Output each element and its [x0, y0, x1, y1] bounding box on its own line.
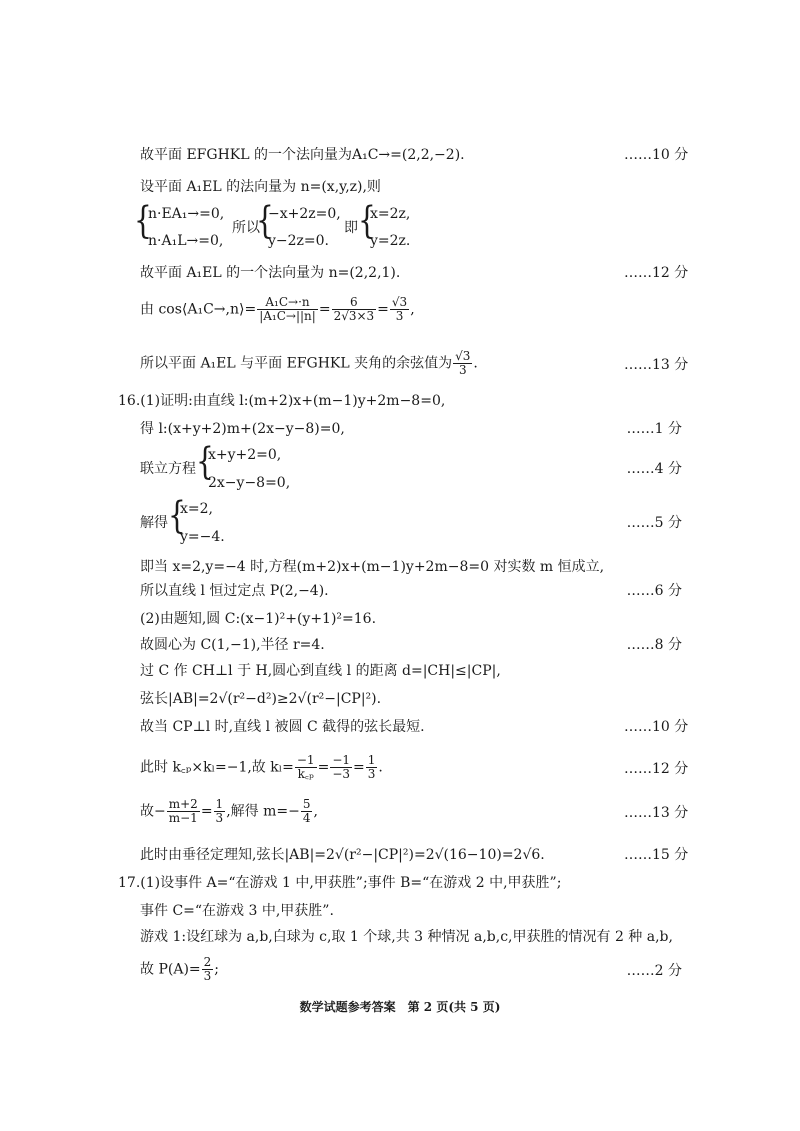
text-line: 事件 C=“在游戏 3 中,甲获胜”. — [140, 903, 334, 919]
numerator: 2 — [203, 955, 212, 969]
text-line: 故当 CP⊥l 时,直线 l 被圆 C 截得的弦长最短. — [140, 719, 425, 735]
fraction — [257, 296, 318, 323]
numerator: −1 — [332, 753, 351, 767]
text-line: 游戏 1:设红球为 a,b,白球为 c,取 1 个球,共 3 种情况 a,b,c,甲获胜的情况有 2 种 a,b, — [140, 929, 673, 945]
left-brace: { — [256, 198, 274, 243]
formula-line: 由 cos⟨A₁C→,n⟩= $\frac{\text{A₁C→·n}}{\text{|A₁C→||n|}}$ = $\frac{6}{2√3\times 3}$ = $\frac{√3}{3}$ , — [140, 295, 415, 323]
numerator: 6 — [332, 296, 377, 310]
text-line: 联立方程 — [140, 461, 196, 477]
numerator: 1 — [367, 753, 376, 767]
text-line: 设平面 A₁EL 的法向量为 n=(x,y,z),则 — [140, 179, 381, 195]
text-line: 即当 x=2,y=−4 时,方程(m+2)x+(m−1)y+2m−8=0 对实数 m 恒成立, — [140, 559, 605, 575]
score-mark: ……8 分 — [626, 637, 682, 653]
denominator: m−1 — [168, 811, 198, 825]
equation: x=2, — [180, 501, 213, 517]
fraction — [366, 754, 378, 781]
score-mark: ……10 分 — [624, 147, 689, 163]
fraction — [202, 956, 214, 983]
score-mark: ……12 分 — [624, 761, 689, 777]
text-line: 此时由垂径定理知,弦长|AB|=2√(r²−|CP|²)=2√(16−10)=2√6. — [140, 847, 545, 863]
equation: y−2z=0. — [268, 233, 330, 249]
formula-line: 此时 k꜀ₚ×kₗ=−1,故 kₗ= $\frac{-1}{\text{k꜀ₚ}}$ = $\frac{-1}{-3}$ = $\frac{1}{3}$ . — [140, 753, 383, 781]
score-mark: ……12 分 — [624, 265, 689, 281]
left-brace: { — [196, 439, 214, 484]
equation: y=2z. — [370, 233, 411, 249]
equation: n·EA₁→=0, — [148, 206, 225, 222]
denominator: 3 — [203, 969, 212, 983]
fraction — [295, 754, 317, 781]
text-line: 弦长|AB|=2√(r²−d²)≥2√(r²−|CP|²). — [140, 691, 382, 707]
left-brace: { — [358, 198, 376, 243]
numerator: √3 — [391, 295, 408, 309]
formula-line: 故− $\frac{m+2}{m-1}$ = $\frac{1}{3}$ ,解得 m=− $\frac{5}{4}$ , — [140, 797, 318, 825]
formula-text: 故 P(A)= — [140, 961, 201, 978]
text-line: 故平面 EFGHKL 的一个法向量为A₁C→=(2,2,−2). — [140, 147, 465, 163]
numerator: 1 — [215, 797, 224, 811]
equation: −x+2z=0, — [268, 206, 341, 222]
score-mark: ……1 分 — [626, 421, 682, 437]
text-line: 故平面 A₁EL 的一个法向量为 n=(2,2,1). — [140, 265, 401, 281]
denominator: 2√3×3 — [333, 309, 375, 323]
denominator: |A₁C→||n| — [259, 309, 316, 323]
fraction — [301, 798, 313, 825]
numerator: 5 — [302, 797, 311, 811]
text-line: 解得 — [140, 515, 168, 531]
equation: y=−4. — [180, 529, 225, 545]
denominator: 4 — [302, 811, 311, 825]
score-mark: ……15 分 — [624, 847, 689, 863]
score-mark: ……5 分 — [626, 515, 682, 531]
numerator: −1 — [296, 753, 315, 767]
formula-line: 故 P(A)= $\frac{2}{3}$ ; — [140, 955, 219, 983]
score-mark: ……6 分 — [626, 583, 682, 599]
text-line: 即 — [344, 220, 358, 236]
text-line: (2)由题知,圆 C:(x−1)²+(y+1)²=16. — [140, 611, 377, 627]
numerator: √3 — [455, 349, 471, 363]
score-mark: ……10 分 — [624, 719, 689, 735]
fraction — [453, 350, 472, 377]
denominator: 3 — [395, 309, 404, 323]
denominator: 3 — [458, 363, 467, 377]
fraction — [330, 754, 352, 781]
denominator: k꜀ₚ — [297, 767, 314, 781]
fraction — [390, 296, 409, 323]
formula-text: 此时 k꜀ₚ×kₗ=−1,故 kₗ= — [140, 759, 294, 776]
numerator: A₁C→·n — [257, 296, 318, 310]
denominator: 3 — [367, 767, 376, 781]
score-mark: ……13 分 — [624, 357, 689, 373]
score-mark: ……4 分 — [626, 461, 682, 477]
equation: x=2z, — [370, 206, 411, 222]
score-mark: ……13 分 — [624, 805, 689, 821]
text-line: 所以 — [232, 220, 260, 236]
formula-text: 所以平面 A₁EL 与平面 EFGHKL 夹角的余弦值为 — [140, 355, 453, 372]
fraction — [332, 296, 377, 323]
left-brace: { — [168, 493, 186, 538]
denominator: 3 — [215, 811, 224, 825]
page-footer: 数学试题参考答案 第 2 页(共 5 页) — [299, 1000, 501, 1014]
formula-text: ,解得 m=− — [226, 803, 300, 820]
score-mark: ……2 分 — [626, 963, 682, 979]
text-line: 所以直线 l 恒过定点 P(2,−4). — [140, 583, 329, 599]
text-line: 得 l:(x+y+2)m+(2x−y−8)=0, — [140, 421, 345, 437]
fraction — [167, 798, 200, 825]
numerator: m+2 — [168, 797, 198, 811]
question-16: 16.(1)证明:由直线 l:(m+2)x+(m−1)y+2m−8=0, — [118, 393, 446, 409]
formula-text: 由 cos⟨A₁C→,n⟩= — [140, 301, 257, 318]
formula-line: 所以平面 A₁EL 与平面 EFGHKL 夹角的余弦值为 $\frac{√3}{3}$ . — [140, 349, 478, 377]
text-line: 故圆心为 C(1,−1),半径 r=4. — [140, 637, 325, 653]
text-line: 过 C 作 CH⊥l 于 H,圆心到直线 l 的距离 d=|CH|≤|CP|, — [140, 663, 501, 679]
formula-text: 故− — [140, 803, 166, 820]
left-brace: { — [134, 198, 152, 243]
equation: x+y+2=0, — [208, 447, 282, 463]
equation: n·A₁L→=0, — [148, 233, 224, 249]
question-17: 17.(1)设事件 A=“在游戏 1 中,甲获胜”;事件 B=“在游戏 2 中,甲获胜”; — [118, 875, 562, 891]
equation: 2x−y−8=0, — [208, 475, 291, 491]
denominator: −3 — [332, 767, 351, 781]
fraction — [214, 798, 226, 825]
